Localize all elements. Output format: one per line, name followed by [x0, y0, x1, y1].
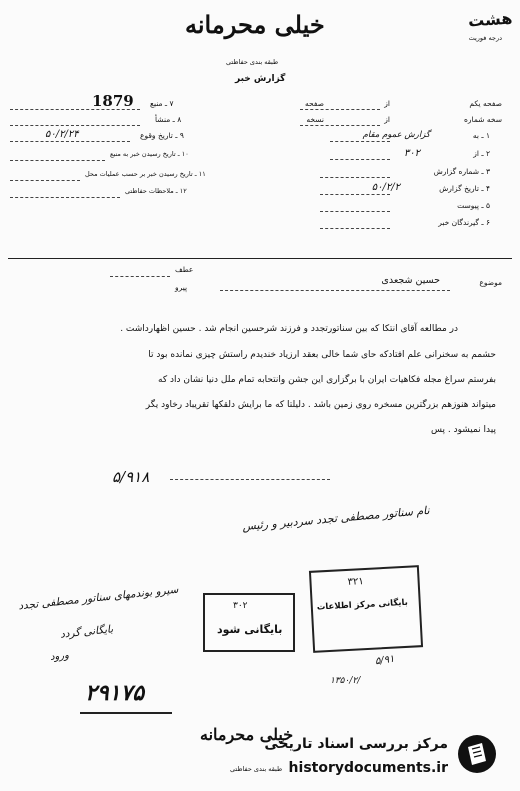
body-line: بفرستم سراغ مجله فکاهیات ایران با برگزاری این جشن وانتحابه تمام ملل دنیا نشان داد که: [158, 375, 496, 385]
field-page-from: از: [384, 99, 390, 108]
section-divider: [8, 258, 512, 259]
field-copy-value: نسخه: [306, 115, 324, 124]
handwritten-number: 1879: [92, 92, 134, 110]
body-line: پیدا نمیشود . پس: [431, 425, 496, 435]
field-copy-label: سخه شماره: [464, 115, 502, 124]
field-from-value: ۳۰۲: [403, 148, 420, 159]
central-archive-stamp: [309, 565, 423, 653]
field-received-ops-label: ۱۱ ـ تاریخ رسیدن خبر بر حسب عملیات محل: [85, 170, 206, 178]
handwritten-note-1: سیرو بوندمهای سناتور مصطفی تجدد: [17, 583, 179, 613]
subject-ref-label: عطف: [175, 265, 194, 274]
field-report-number-label: ۳ ـ شماره گزارش: [433, 167, 490, 176]
handwritten-signature-note: ۵/۹۱: [374, 653, 396, 668]
field-received-label: ۱۰ ـ تاریخ رسیدن خبر به منبع: [110, 150, 189, 158]
field-report-date-label: ۴ ـ تاریخ گزارش: [439, 184, 490, 193]
body-line: در مطالعه آقای انتکا که بین سناتورتجدد و فرزند شرحسین انجام شد . حسین اظهارداشت .: [120, 324, 458, 334]
field-occurrence-label: ۹ ـ تاریخ وقوع: [140, 131, 184, 140]
top-right-stamp: هشت: [467, 8, 513, 31]
field-to-label: ۱ ـ به: [472, 131, 490, 140]
field-page-label: صفحه یکم: [469, 99, 502, 108]
subject-value: حسین شجعدی: [381, 275, 440, 286]
field-copy-from: از: [384, 115, 390, 124]
central-archive-stamp-text: بایگانی مرکز اطلاعات: [316, 597, 409, 613]
footer-classification-sub: طبقه بندی حفاظتی: [230, 765, 283, 773]
field-occurrence-value: ۵۰/۲/۲۴: [45, 129, 79, 140]
handwritten-date: ۱۳۵۰/۲/: [330, 676, 361, 686]
handwritten-senator-name: نام سناتور مصطفی تجدد سردبیر و رئیس: [241, 503, 431, 534]
body-line: میتواند هنوزهم بزرگترین مسخره روی زمین باشد . دلیلتا که ما برایش دلقکها تقریباد رخاود یگر: [145, 400, 496, 410]
field-recipients-label: ۶ ـ گیرندگان خبر: [438, 218, 490, 227]
archive-stamp: [203, 593, 295, 652]
archive-stamp-number: ۳۰۲: [233, 601, 248, 611]
watermark-title: مرکز بررسی اسناد تاریخی: [264, 736, 448, 752]
field-report-date-value: ۵۰/۲/۲: [371, 182, 400, 193]
central-archive-stamp-number: ۳۲۱: [347, 576, 364, 588]
field-from-label: ۲ ـ از: [473, 149, 490, 158]
classification-title: خیلی محرمانه: [185, 10, 325, 39]
archive-stamp-text: بایگانی شود: [217, 623, 283, 636]
handwritten-big-number: ۲۹۱۷۵: [85, 680, 145, 706]
handwritten-note-2: بایگانی گردد: [59, 623, 114, 641]
classification-subtitle: طبقه بندی حفاظتی: [226, 58, 279, 66]
subject-follow-label: پیرو: [175, 283, 188, 292]
archive-logo-icon: [458, 735, 496, 773]
field-security-notes-label: ۱۲ ـ ملاحظات حفاظتی: [125, 187, 187, 195]
field-origin-label: ۸ ـ منشأ: [155, 115, 182, 124]
degree-label: درجه فوریت: [468, 34, 502, 42]
field-attachment-label: ۵ ـ پیوست: [457, 201, 490, 210]
field-source-label: ۷ ـ منبع: [150, 99, 174, 108]
watermark-url: historydocuments.ir: [288, 760, 448, 776]
body-line: حشمم به سخنرانی علم افتادکه حای شما خالی بعقد ارزیاد خندیدم راستش چیزی نمانده بود تا: [148, 350, 496, 360]
report-type: گزارش خبر: [235, 74, 286, 84]
subject-label: موضوع: [479, 278, 502, 287]
field-page-value: صفحه: [304, 99, 324, 108]
footer-classification: خیلی محرمانه: [200, 725, 294, 744]
handwritten-code: ۵/۹۱۸: [112, 468, 150, 486]
handwritten-note-3: ورود: [49, 650, 70, 663]
field-to-value: گزارش عموم مقام: [362, 130, 430, 140]
